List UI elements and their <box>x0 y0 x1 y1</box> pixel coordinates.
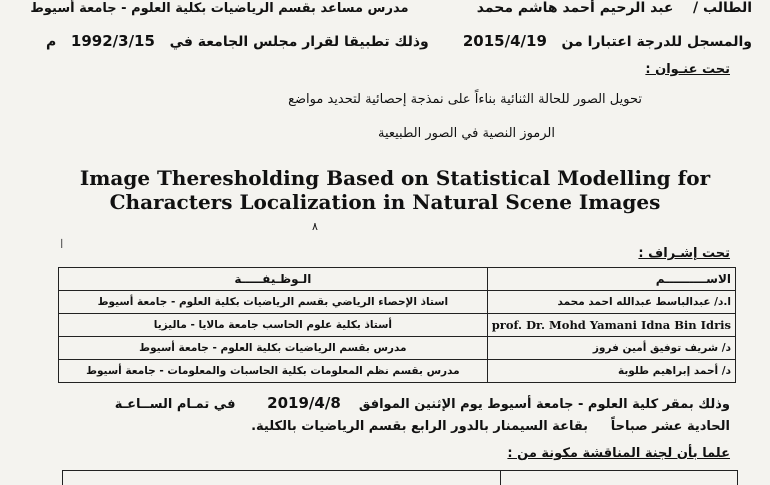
table-row <box>59 291 736 314</box>
table-row <box>59 314 736 337</box>
supervisor-job: أستاذ بكلية علوم الحاسب جامعة مالايا - ماليزيا <box>59 314 488 337</box>
committee-table-edge <box>62 470 738 485</box>
defense-hall: بقاعة السيمنار بالدور الرابع بقسم الرياضيات بالكلية. <box>251 419 589 434</box>
defense-line1 <box>115 394 730 412</box>
supervisor-name: د/ أحمد إبراهيم طلوبة <box>487 360 735 383</box>
title-ar-line2: الرموز النصية في الصور الطبيعية <box>377 126 555 141</box>
student-position: مدرس مساعد بقسم الرياضيات بكلية العلوم - جامعة أسيوط <box>30 1 409 16</box>
defense-time: الحادية عشر صباحاً <box>610 419 730 434</box>
committee-heading: علما بأن لجنة المناقشة مكونة من : <box>507 446 730 461</box>
supervisor-job: مدرس بقسم الرياضيات بكلية العلوم - جامعة أسيوط <box>59 337 488 360</box>
title-en-line2: Characters Localization in Natural Scene Images <box>109 190 661 214</box>
title-ar-line1: تحويل الصور للحالة الثنائية بناءاً على نمذجة إحصائية لتحديد مواضع <box>288 92 642 107</box>
supervisors-table <box>58 267 736 383</box>
supervisor-job: استاذ الإحصاء الرياضي بقسم الرياضيات بكلية العلوم - جامعة أسيوط <box>59 291 488 314</box>
title-en-line1: Image Theresholding Based on Statistical Modelling for <box>79 166 711 190</box>
table-divider <box>500 471 501 485</box>
registration-line <box>46 32 752 50</box>
decree-text: وذلك تطبيقا لقرار مجلس الجامعة في <box>169 34 429 50</box>
defense-line2 <box>251 419 730 434</box>
table-header-row <box>59 268 736 291</box>
supervisor-job: مدرس بقسم نظم المعلومات بكلية الحاسبات والمعلومات - جامعة أسيوط <box>59 360 488 383</box>
student-line <box>30 0 752 16</box>
student-label: الطالب / <box>692 0 752 16</box>
registered-text: والمسجل للدرجة اعتبارا من <box>561 34 752 50</box>
supervisor-name: د/ شريف توفيق أمين فروز <box>487 337 735 360</box>
defense-time-label: في تمـام الســاعـة <box>114 397 236 412</box>
student-name: عبد الرحيم أحمد هاشم محمد <box>476 0 674 16</box>
registration-date: 2015/4/19 <box>462 32 547 50</box>
defense-date: 2019/4/8 <box>267 394 341 412</box>
supervisor-name: ا.د/ عبدالباسط عبدالله احمد محمد <box>487 291 735 314</box>
supervision-heading: تحت إشـراف : <box>638 246 730 261</box>
defense-location: وذلك بمقر كلية العلوم - جامعة أسيوط يوم الإثنين الموافق <box>358 397 730 412</box>
column-header-name: الاســــــــــم <box>487 268 735 291</box>
column-header-job: الـوظـيفـــــة <box>59 268 488 291</box>
table-row <box>59 360 736 383</box>
month-abbr: م <box>46 34 57 50</box>
stray-mark: ٨ <box>312 220 318 233</box>
margin-mark: ا <box>60 237 64 251</box>
title-heading: تحت عنـوان : <box>645 62 730 77</box>
table-row <box>59 337 736 360</box>
supervisor-name: prof. Dr. Mohd Yamani Idna Bin Idris <box>487 314 735 337</box>
decree-date: 1992/3/15 <box>70 32 155 50</box>
